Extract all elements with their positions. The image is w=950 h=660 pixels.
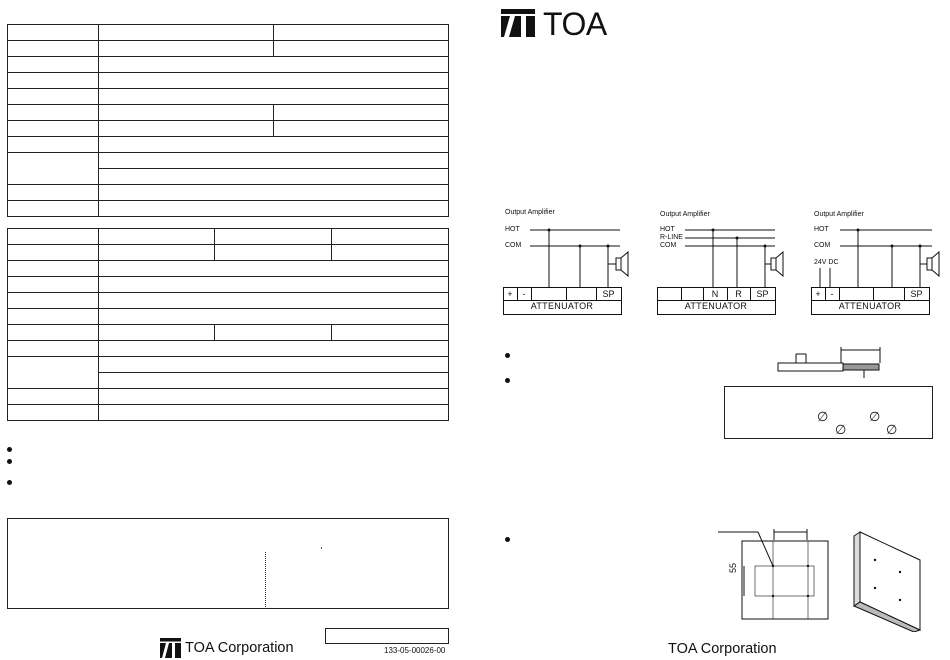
instruction-bullet-3 bbox=[505, 537, 510, 542]
toa-logo-icon bbox=[501, 9, 535, 37]
accessories-divider bbox=[265, 552, 266, 607]
accessories-box bbox=[7, 518, 449, 609]
terminal-sp: SP bbox=[910, 289, 923, 299]
tiny-mark bbox=[321, 547, 322, 549]
spec-table-1 bbox=[7, 24, 449, 217]
attenuator-label-2: ATTENUATOR bbox=[684, 301, 748, 311]
terminal-plus: + bbox=[507, 289, 513, 299]
com-label: COM bbox=[505, 242, 522, 249]
com-label: COM bbox=[814, 242, 831, 249]
diameter-symbol-1: ∅ bbox=[817, 409, 829, 424]
terminal-plus: + bbox=[815, 289, 821, 299]
hole-spec-box bbox=[724, 386, 933, 439]
brand-wordmark: TOA bbox=[543, 6, 607, 42]
instruction-bullet-2 bbox=[505, 378, 510, 383]
note-bullet-1 bbox=[7, 447, 12, 452]
terminal-minus: - bbox=[830, 289, 834, 299]
dc-24v-label: 24V DC bbox=[814, 259, 839, 266]
diameter-symbol-2: ∅ bbox=[869, 409, 881, 424]
output-amplifier-label: Output Amplifier bbox=[814, 211, 864, 218]
attenuator-label-1: ATTENUATOR bbox=[530, 301, 594, 311]
hot-label: HOT bbox=[660, 226, 675, 233]
terminal-n: N bbox=[711, 289, 719, 299]
attenuator-label-3: ATTENUATOR bbox=[838, 301, 902, 311]
hot-label: HOT bbox=[505, 226, 520, 233]
model-box bbox=[325, 628, 449, 644]
mounting-dimension-diagram bbox=[718, 528, 833, 623]
terminal-sp: SP bbox=[756, 289, 769, 299]
spec-table-2 bbox=[7, 228, 449, 421]
terminal-r: R bbox=[735, 289, 742, 299]
cable-strip-diagram bbox=[776, 344, 886, 380]
terminal-minus: - bbox=[522, 289, 526, 299]
toa-logo-small bbox=[160, 638, 181, 658]
corporation-name-left: TOA Corporation bbox=[185, 640, 294, 656]
diameter-symbol-3: ∅ bbox=[835, 422, 847, 437]
note-bullet-3 bbox=[7, 480, 12, 485]
doc-number: 133-05-00026-00 bbox=[384, 646, 446, 655]
hot-label: HOT bbox=[814, 226, 829, 233]
instruction-bullet-1 bbox=[505, 353, 510, 358]
diameter-symbol-4: ∅ bbox=[886, 422, 898, 437]
height-dimension-label: 55 bbox=[728, 562, 738, 573]
com-label: COM bbox=[660, 242, 677, 249]
r-line-label: R-LINE bbox=[660, 234, 683, 241]
output-amplifier-label: Output Amplifier bbox=[660, 211, 710, 218]
wall-plate-illustration bbox=[852, 528, 932, 632]
output-amplifier-label: Output Amplifier bbox=[505, 209, 555, 216]
terminal-sp: SP bbox=[602, 289, 615, 299]
note-bullet-2 bbox=[7, 459, 12, 464]
corporation-name-right: TOA Corporation bbox=[668, 641, 777, 657]
